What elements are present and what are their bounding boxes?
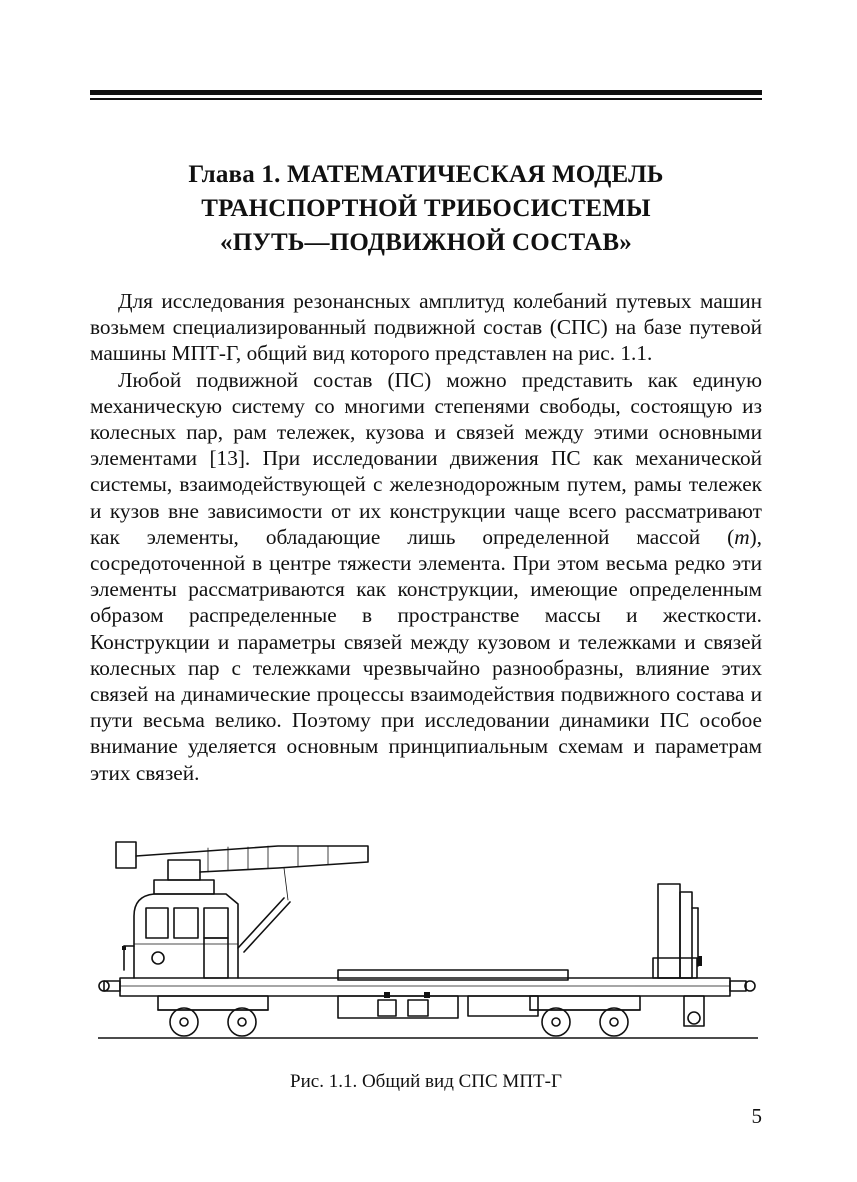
figure-caption: Рис. 1.1. Общий вид СПС МПТ-Г bbox=[290, 1071, 562, 1092]
chapter-title bbox=[90, 158, 762, 260]
body-text bbox=[90, 288, 762, 786]
header-rule-thick bbox=[90, 90, 762, 95]
paragraph-1: Для исследования резонансных амплитуд колебаний путевых машин возьмем специализированный подвижной состав (СПС) на базе путевой машины МПТ-Г, общий вид которого представлен на рис. 1.1. bbox=[90, 289, 762, 366]
vehicle-drawing bbox=[98, 838, 758, 1058]
header-rule-thin bbox=[90, 98, 762, 100]
chapter-title-line-3: «ПУТЬ—ПОДВИЖНОЙ СОСТАВ» bbox=[220, 229, 632, 256]
paragraph-2: Любой подвижной состав (ПС) можно представить как единую механическую систему со многими степенями свободы, состоящую из колесных пар, рам тележек, кузова и связей между этими основными элементами [13]. При исследовании движения ПС как механической системы, взаимодействующей с железнодорожным путем, рамы тележек и кузов вне зависимости от их конструкции чаще всего рассматривают как элементы, обладающие лишь определенной массой (m), сосредоточенной в центре тяжести элемента. При этом весьма редко эти элементы рассматриваются как конструкции, имеющие определенным образом распределенные в пространстве массы и жесткости. Конструкции и параметры связей между кузовом и тележками и связей колесных пар с тележками чрезвычайно разнообразны, влияние этих связей на динамические процессы взаимодействия подвижного состава и пути весьма велико. Поэтому при исследовании динамики ПС особое внимание уделяется основным принципиальным схемам и параметрам этих связей. bbox=[90, 367, 762, 785]
figure-mpt-g-vehicle bbox=[98, 838, 758, 1058]
chapter-title-line-2: ТРАНСПОРТНОЙ ТРИБОСИСТЕМЫ bbox=[201, 195, 651, 222]
chapter-title-line-1: Глава 1. МАТЕМАТИЧЕСКАЯ МОДЕЛЬ bbox=[188, 161, 664, 188]
page-number: 5 bbox=[751, 1104, 762, 1128]
